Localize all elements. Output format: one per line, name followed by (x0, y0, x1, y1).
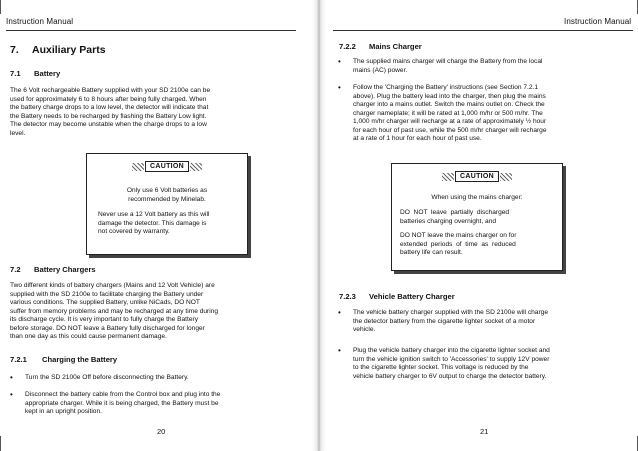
running-header: Instruction Manual (6, 17, 74, 26)
text-line: than one day as this could cause permanent damage. (10, 333, 167, 341)
caution-text (98, 211, 243, 237)
text-line: The detector may become unstable when the charge drops to a low (10, 121, 207, 129)
bullet-item (338, 346, 619, 381)
section-number: 7.2.2 (339, 42, 356, 51)
page-number: 21 (480, 427, 489, 436)
text-line: The supplied mains charger will charge the Battery from the local (353, 58, 543, 65)
text-line: battery life can result. (400, 249, 463, 256)
section-number: 7.1 (10, 69, 21, 78)
caution-label: CAUTION (455, 171, 499, 182)
chapter-title: Auxiliary Parts (32, 44, 106, 56)
section-heading-7-1 (10, 69, 60, 78)
section-number: 7.2.1 (10, 355, 27, 364)
text-line: not covered by warranty. (98, 228, 170, 235)
text-line: The vehicle battery charger supplied with the SD 2100e will charge (353, 309, 548, 316)
text-line: before storage. DO NOT leave a Battery fully discharged for longer (10, 324, 205, 332)
text-line: suffer from memory problems and may be recharged at any time during (10, 307, 219, 315)
text-line: vehicle. (353, 326, 376, 334)
text-line: to the cigarette lighter socket. This voltage is reduced by the (353, 364, 529, 372)
section-number: 7.2.3 (339, 292, 356, 301)
section-title: Mains Charger (369, 42, 422, 51)
running-header: Instruction Manual (564, 17, 632, 26)
text-line: The 6 Volt rechargeable Battery supplied with your SD 2100e can be (10, 87, 211, 94)
caution-box (391, 163, 563, 271)
text-line: mains (AC) power. (353, 66, 408, 74)
bullet-item (338, 83, 619, 144)
text-line: DO NOT leave partially discharged (400, 209, 510, 216)
bullet-item (10, 390, 287, 417)
text-line: DO NOT leave the mains charger on for (400, 232, 517, 239)
page-number: 20 (157, 427, 166, 436)
text-line: its discharge cycle. It is very important to fully charge the Battery (10, 316, 198, 324)
bullet-item (10, 373, 287, 383)
caution-text (400, 232, 552, 258)
chapter-heading (10, 44, 106, 56)
bullet-icon: • (10, 373, 13, 382)
section-heading-7-2-2 (339, 42, 422, 51)
section-title: Vehicle Battery Charger (369, 292, 455, 301)
text-line: Only use 6 Volt batteries as (126, 187, 208, 194)
text-line: the Battery needs to be recharged by flashing the Battery Low light. (10, 112, 207, 120)
text-line: appropriate charger. While it is being charged, the Battery must be (25, 399, 219, 407)
text-line: batteries charging overnight, and (400, 217, 497, 225)
text-line: Disconnect the battery cable from the Control box and plug into the (25, 391, 221, 398)
text-line: recommended by Minelab. (128, 195, 206, 203)
bullet-icon: • (10, 390, 13, 399)
text-line: charger into a mains outlet. Switch the mains outlet on. Check the (353, 101, 545, 109)
caution-text (93, 187, 241, 204)
text-line: 1,000 m/hr charger will recharge at a rate of approximately ½ hour (353, 118, 547, 126)
text-line: Never use a 12 Volt battery as this will (98, 211, 210, 218)
text-line: for each hour of past use, while the 500 m/hr charger will recharge (353, 126, 547, 134)
text-line: supplied with the SD 2100e to facilitate charging the Battery under (10, 290, 204, 298)
caution-label: CAUTION (145, 161, 189, 172)
bullet-item (338, 57, 619, 75)
section-title: Battery (34, 69, 61, 78)
text-line: damage the detector. This damage is (98, 219, 207, 227)
caution-intro: When using the mains charger: (431, 194, 523, 201)
bullet-item (338, 308, 619, 335)
header-rule (333, 30, 633, 31)
section-title: Charging the Battery (42, 355, 118, 364)
header-rule (6, 30, 296, 31)
chapter-number: 7. (10, 44, 19, 56)
text-line: Plug the vehicle battery charger into the cigarette lighter socket and (353, 347, 550, 354)
caution-box (86, 153, 248, 255)
text-line: Follow the 'Charging the Battery' instructions (see Section 7.2.1 (353, 84, 539, 91)
caution-text (400, 209, 552, 226)
text-line: Two different kinds of battery chargers (Mains and 12 Volt Vehicle) are (10, 282, 215, 289)
battery-paragraph (10, 87, 288, 138)
section-heading-7-2 (10, 265, 96, 274)
bullet-icon: • (338, 57, 341, 66)
right-page (319, 0, 638, 451)
text-line: various conditions. The supplied Battery, unlike NiCads, DO NOT (10, 299, 200, 307)
text-line: level. (10, 129, 26, 137)
text-line: kept in an upright position. (25, 408, 102, 416)
text-line: at a rate of 1 hour for each hour of past use. (353, 135, 482, 143)
bullet-icon: • (338, 346, 341, 355)
text-line: the detector battery from the cigarette lighter socket of a motor (353, 317, 536, 325)
battery-chargers-paragraph (10, 282, 288, 342)
bullet-icon: • (338, 83, 341, 92)
text-line: used for approximately 6 to 8 hours after being fully charged. When (10, 95, 207, 103)
text-line: above). Plug the battery lead into the charger, then plug the mains (353, 92, 546, 100)
section-number: 7.2 (10, 265, 21, 274)
text-line: turn the vehicle ignition switch to 'Accessories' to supply 12V power (353, 355, 550, 363)
section-heading-7-2-3 (339, 292, 455, 301)
section-heading-7-2-1 (10, 355, 117, 364)
section-title: Battery Chargers (34, 265, 96, 274)
text-line: extended periods of time as reduced (400, 240, 516, 248)
text-line: vehicle battery charger to 6V output to charge the detector battery. (353, 372, 547, 380)
text-line: charger nameplate; it will be rated at 1,000 m/hr or 500 m/hr. The (353, 109, 543, 117)
bullet-icon: • (338, 308, 341, 317)
text-line: the battery charge drops to a low level, the detector will indicate that (10, 104, 209, 112)
text-line: Turn the SD 2100e Off before disconnecting the Battery. (25, 374, 189, 381)
